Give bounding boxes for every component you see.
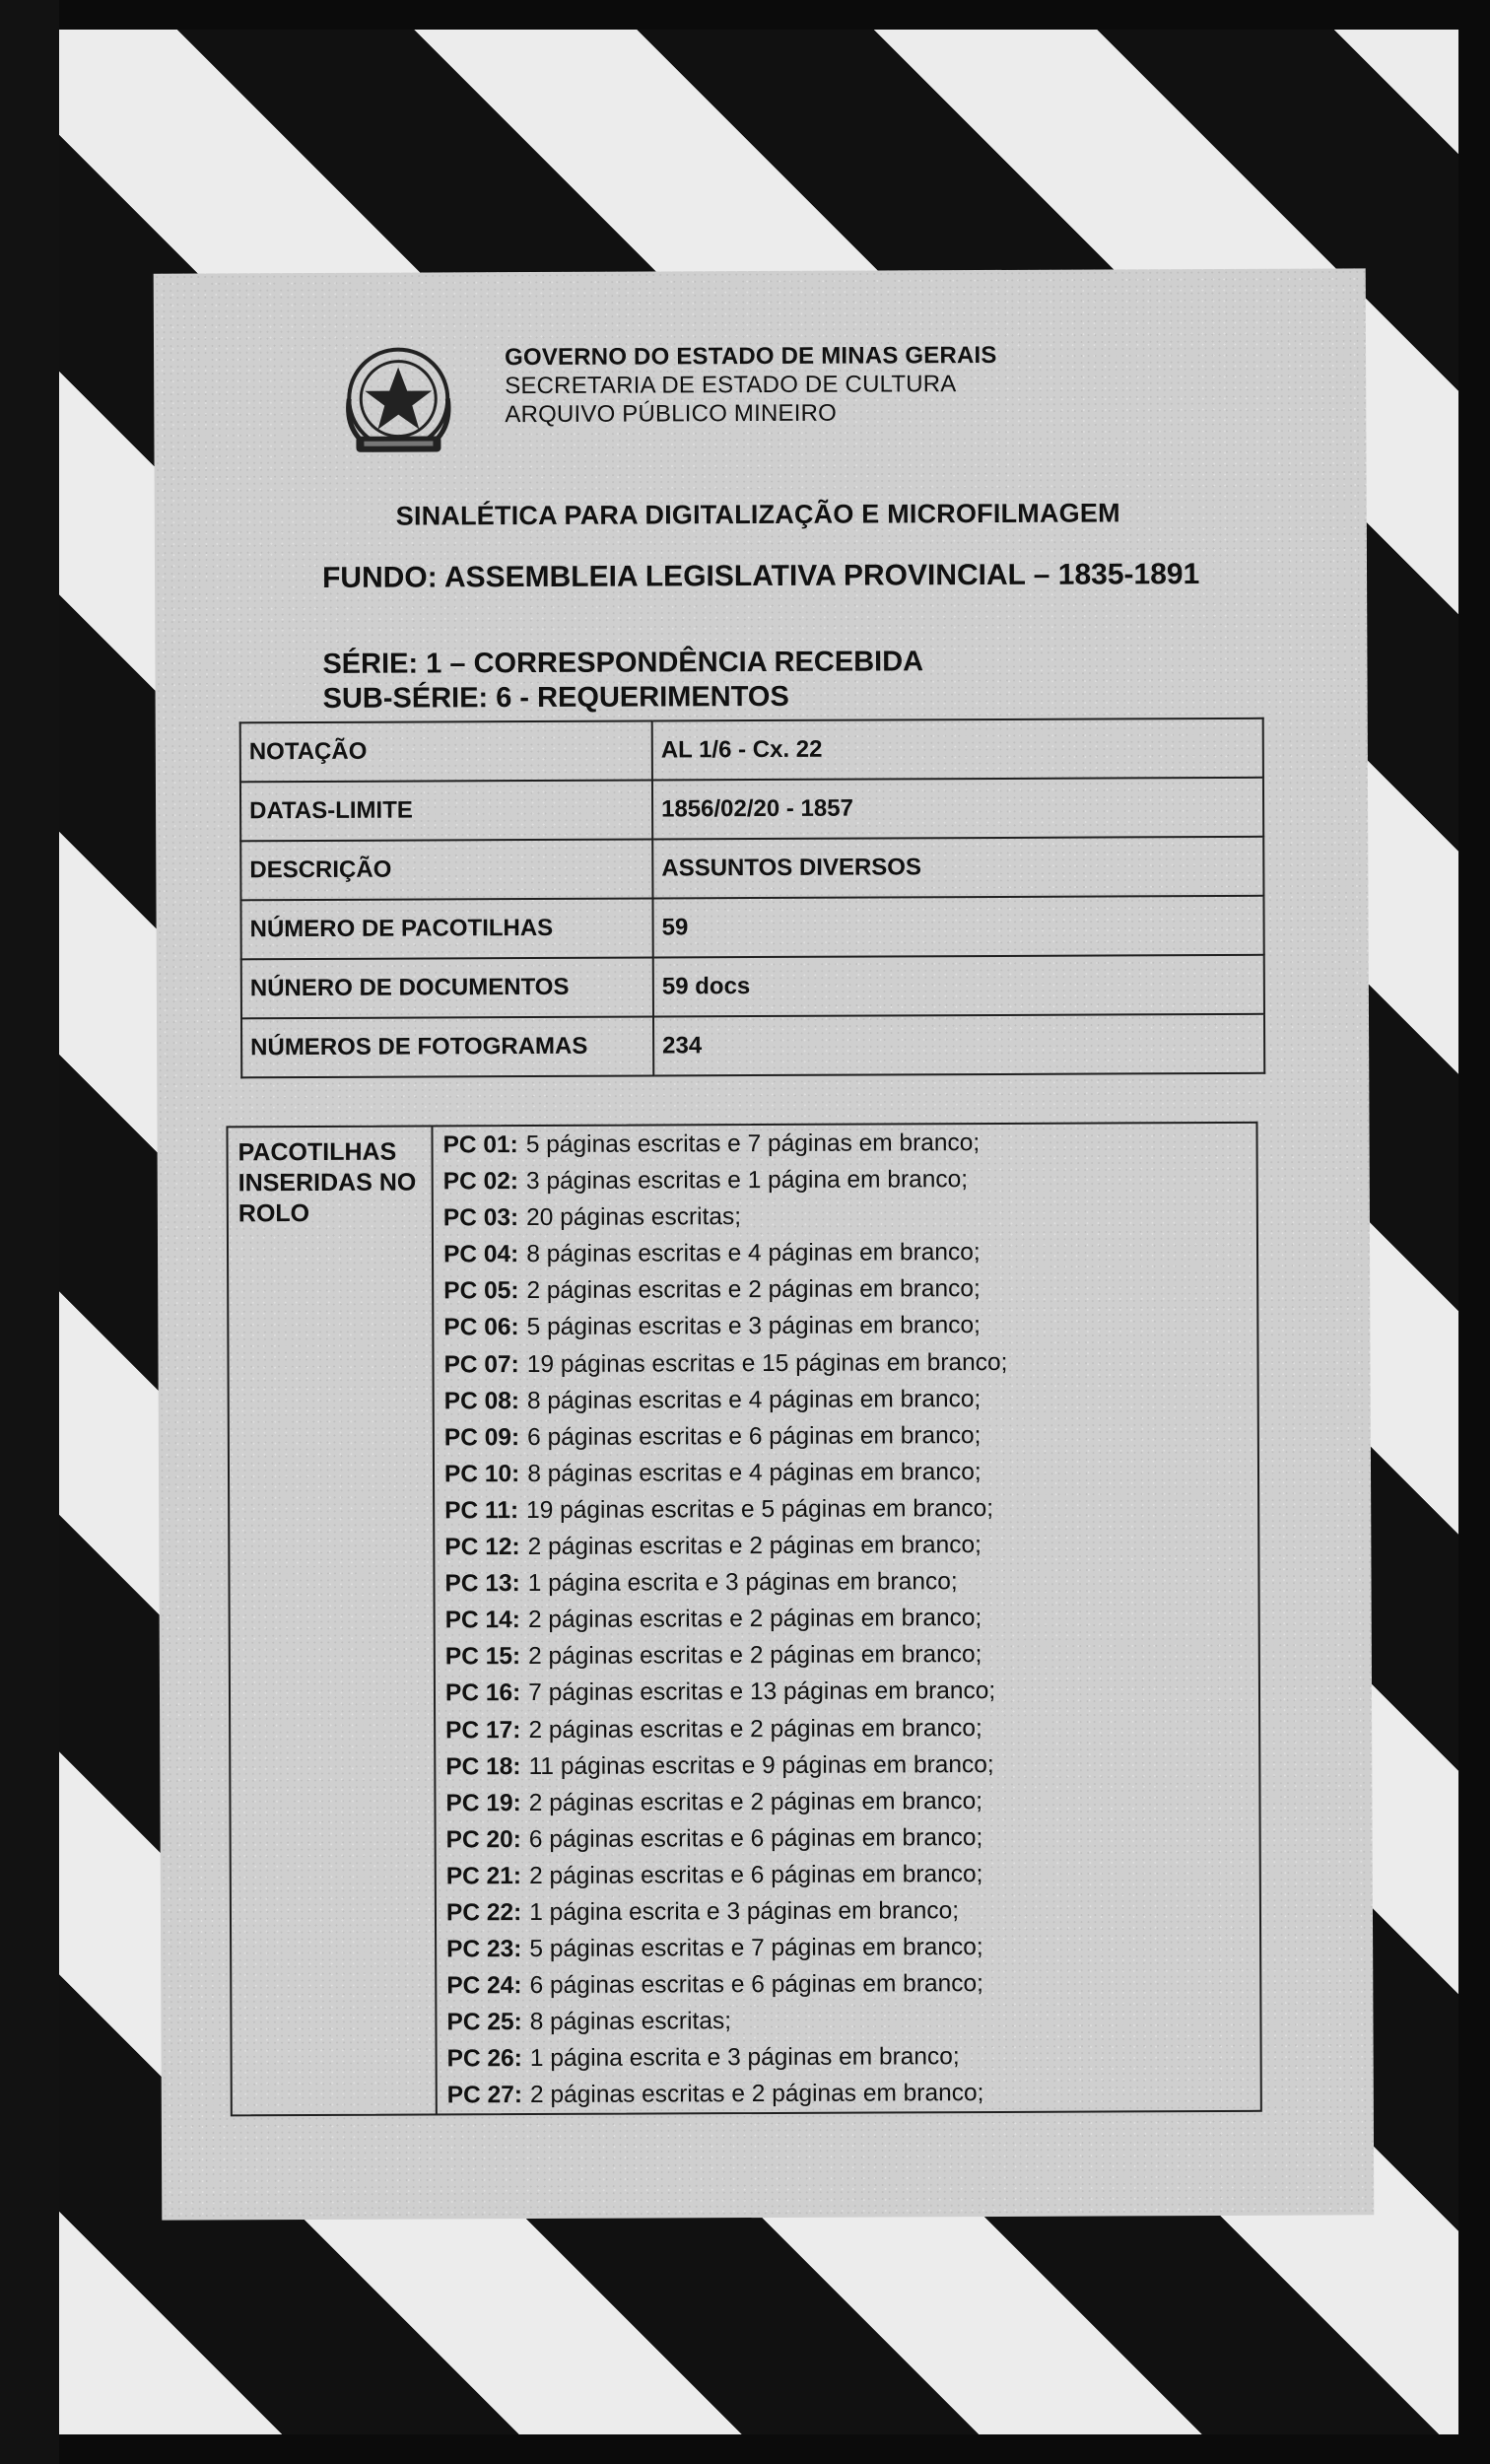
pacotilha-text: 2 páginas escritas e 6 páginas em branco; [529,1860,983,1889]
pacotilha-text: 19 páginas escritas e 5 páginas em branco; [526,1494,994,1524]
pacotilha-text: 3 páginas escritas e 1 página em branco; [525,1166,969,1196]
info-value: ASSUNTOS DIVERSOS [652,837,1263,899]
pacotilha-code: PC 14: [444,1607,520,1634]
info-value: 234 [653,1014,1264,1076]
info-value: 59 [652,896,1263,958]
info-value: AL 1/6 - Cx. 22 [652,719,1263,781]
pacotilha-code: PC 26: [446,2045,522,2073]
pacotilhas-box [226,1122,1261,2117]
pacotilha-item [443,1342,1247,1383]
pacotilha-item [443,1269,1247,1310]
pacotilhas-label: PACOTILHAS INSERIDAS NO ROLO [228,1127,437,2114]
pacotilha-text: 6 páginas escritas e 6 páginas em branco; [527,1421,982,1451]
pacotilha-item [443,1306,1247,1346]
pacotilha-code: PC 12: [444,1534,520,1561]
pacotilha-item [447,2037,1251,2078]
series-heading [322,645,923,717]
pacotilhas-list [433,1124,1259,2114]
pacotilha-code: PC 25: [446,2009,522,2036]
pacotilha-code: PC 11: [444,1497,519,1525]
pacotilha-text: 2 páginas escritas e 2 páginas em branco; [528,1641,982,1671]
pacotilha-code: PC 04: [442,1241,519,1268]
pacotilha-item [445,1708,1249,1748]
pacotilha-code: PC 24: [446,1972,522,2000]
info-value: 59 docs [653,955,1264,1017]
info-row [240,778,1263,842]
pacotilha-code: PC 03: [442,1204,519,1232]
info-key: NOTAÇÃO [240,720,652,782]
pacotilha-item [445,1782,1249,1822]
pacotilha-text: 1 página escrita e 3 páginas em branco; [527,1568,958,1598]
pacotilha-item [443,1197,1247,1237]
info-value: 1856/02/20 - 1857 [652,778,1263,840]
pacotilha-code: PC 27: [446,2082,523,2109]
pacotilha-text: 2 páginas escritas e 2 páginas em branco; [528,1714,982,1744]
pacotilha-text: 5 páginas escritas e 3 páginas em branco; [526,1312,982,1341]
pacotilha-code: PC 19: [445,1789,521,1817]
info-row [241,955,1264,1019]
pacotilha-text: 2 páginas escritas e 2 páginas em branco; [528,1787,983,1816]
pacotilha-text: 8 páginas escritas e 4 páginas em branco; [526,1385,982,1414]
pacotilha-item [447,2074,1251,2114]
header-archive: ARQUIVO PÚBLICO MINEIRO [505,399,838,429]
pacotilha-item [446,1891,1250,1932]
pacotilha-text: 8 páginas escritas e 4 páginas em branco; [526,1239,981,1268]
header-government: GOVERNO DO ESTADO DE MINAS GERAIS [505,341,997,372]
info-row [240,837,1263,901]
pacotilha-text: 5 páginas escritas e 7 páginas em branco; [525,1129,981,1159]
coat-of-arms-icon [334,339,463,468]
pacotilha-code: PC 10: [443,1460,520,1488]
pacotilha-code: PC 21: [445,1862,522,1890]
pacotilha-text: 2 páginas escritas e 2 páginas em branco; [526,1275,981,1305]
pacotilha-code: PC 09: [443,1423,520,1452]
fundo-heading: FUNDO: ASSEMBLEIA LEGISLATIVA PROVINCIAL – 1835-1891 [321,558,1200,594]
header-secretariat: SECRETARIA DE ESTADO DE CULTURA [505,371,957,400]
pacotilha-code: PC 08: [443,1387,520,1415]
pacotilha-code: PC 05: [443,1277,519,1305]
pacotilha-code: PC 07: [443,1350,519,1378]
signaletic-card [154,268,1375,2220]
pacotilha-text: 2 páginas escritas e 2 páginas em branco; [527,1605,982,1634]
pacotilha-code: PC 17: [445,1716,521,1744]
pacotilha-code: PC 15: [444,1643,521,1671]
pacotilha-text: 19 páginas escritas e 15 páginas em branco; [526,1348,1008,1378]
pacotilha-code: PC 18: [445,1752,521,1781]
pacotilha-item [445,1599,1249,1639]
info-key: NÚMERO DE PACOTILHAS [240,898,652,959]
pacotilha-item [445,1635,1249,1676]
pacotilha-code: PC 13: [444,1570,520,1598]
pacotilha-item [446,1928,1250,1968]
pacotilha-text: 6 páginas escritas e 6 páginas em branco; [528,1823,983,1853]
pacotilha-text: 2 páginas escritas e 2 páginas em branco; [529,2080,984,2109]
info-row [240,896,1263,960]
info-key: DATAS-LIMITE [240,780,652,841]
serie-line: SÉRIE: 1 – CORRESPONDÊNCIA RECEBIDA [322,646,924,680]
subserie-line: SUB-SÉRIE: 6 - REQUERIMENTOS [322,680,789,715]
pacotilha-item [443,1233,1247,1273]
pacotilha-text: 7 páginas escritas e 13 páginas em branco; [528,1677,996,1707]
info-table [239,718,1266,1079]
info-row [240,719,1263,783]
pacotilha-text: 2 páginas escritas e 2 páginas em branco; [527,1532,982,1561]
pacotilha-code: PC 22: [445,1899,522,1927]
pacotilha-item [443,1160,1247,1200]
pacotilha-code: PC 20: [445,1825,521,1854]
info-key: NÚMEROS DE FOTOGRAMAS [241,1016,653,1077]
pacotilha-code: PC 01: [442,1131,518,1159]
document-title: SINALÉTICA PARA DIGITALIZAÇÃO E MICROFILMAGEM [395,498,1120,531]
pacotilha-item [445,1745,1249,1785]
info-key: NÚNERO DE DOCUMENTOS [241,957,653,1018]
pacotilha-text: 1 página escrita e 3 páginas em branco; [529,2043,960,2073]
pacotilha-text: 11 páginas escritas e 9 páginas em branco; [528,1750,994,1780]
pacotilha-code: PC 23: [446,1936,522,1963]
info-key: DESCRIÇÃO [240,839,652,900]
pacotilha-item [444,1489,1248,1530]
pacotilha-item [444,1416,1248,1457]
scan-border-left [0,0,59,2464]
pacotilha-item [444,1380,1248,1420]
pacotilha-item [446,2001,1250,2041]
info-row [241,1014,1264,1078]
pacotilha-item [442,1124,1246,1164]
pacotilha-code: PC 06: [443,1314,519,1341]
pacotilha-item [446,1818,1250,1859]
pacotilha-item [446,1964,1250,2005]
pacotilha-code: PC 02: [442,1168,519,1196]
pacotilha-item [444,1453,1248,1493]
pacotilha-text: 8 páginas escritas; [529,2008,732,2036]
pacotilha-text: 6 páginas escritas e 6 páginas em branco; [529,1970,983,2000]
pacotilha-item [444,1562,1248,1603]
pacotilha-text: 20 páginas escritas; [526,1203,742,1232]
pacotilha-item [445,1672,1249,1712]
pacotilha-text: 1 página escrita e 3 páginas em branco; [529,1897,960,1927]
pacotilha-item [446,1855,1250,1895]
institution-header [505,340,1194,429]
pacotilha-code: PC 16: [444,1679,521,1707]
pacotilha-text: 8 páginas escritas e 4 páginas em branco; [527,1458,982,1487]
pacotilha-text: 5 páginas escritas e 7 páginas em branco; [529,1934,983,1963]
pacotilha-item [444,1526,1248,1566]
